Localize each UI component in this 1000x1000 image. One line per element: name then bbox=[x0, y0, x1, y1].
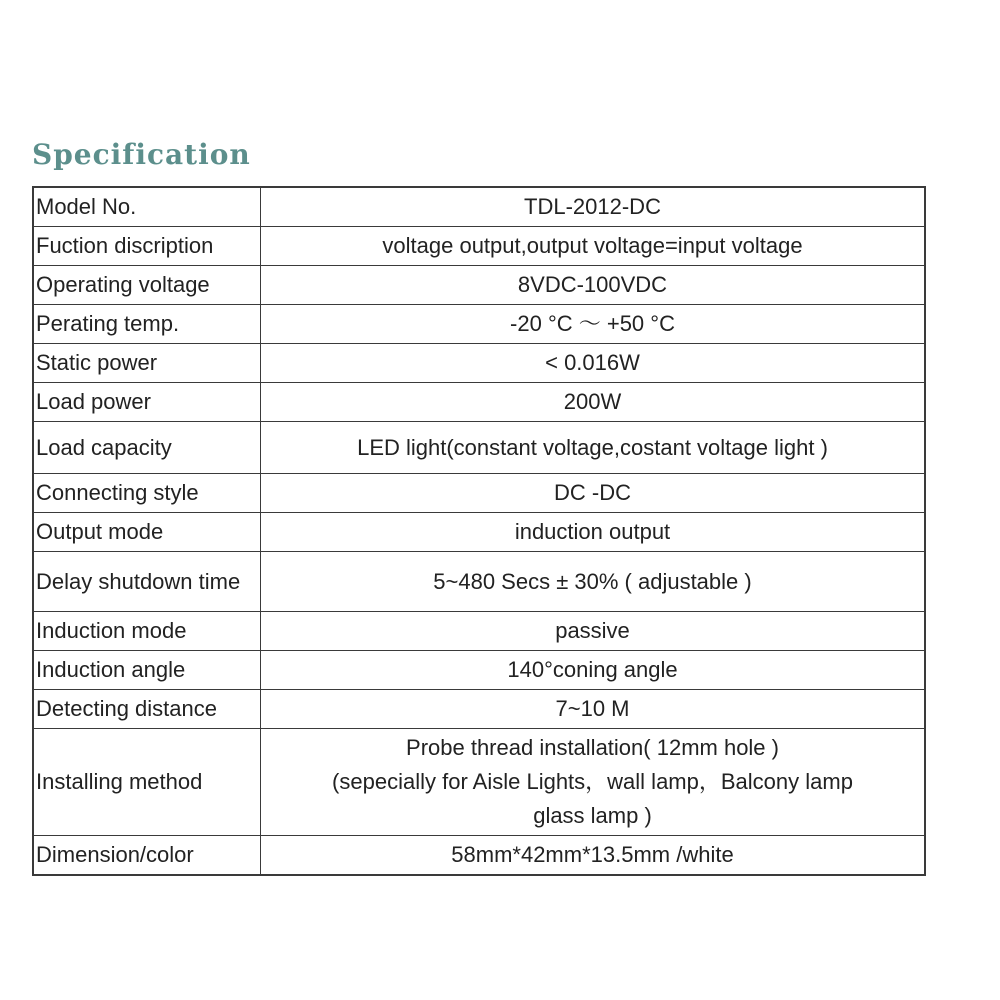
spec-value bbox=[261, 690, 926, 729]
spec-value-line: LED light(constant voltage,costant voltage light ) bbox=[357, 434, 828, 460]
spec-value bbox=[261, 474, 926, 513]
spec-label: Static power bbox=[33, 344, 261, 383]
spec-value-line: glass lamp ) bbox=[533, 803, 652, 828]
spec-label: Model No. bbox=[33, 187, 261, 227]
table-row bbox=[33, 513, 925, 552]
spec-value bbox=[261, 383, 926, 422]
spec-value-line: 140°coning angle bbox=[507, 657, 678, 682]
spec-value bbox=[261, 552, 926, 612]
table-row bbox=[33, 651, 925, 690]
spec-value bbox=[261, 227, 926, 266]
spec-value-line: 5~480 Secs ± 30% ( adjustable ) bbox=[433, 568, 752, 594]
spec-value-line: -20 °C ～ +50 °C bbox=[510, 311, 675, 336]
spec-label: Connecting style bbox=[33, 474, 261, 513]
spec-value-line: 200W bbox=[563, 389, 622, 414]
spec-label: Dimension/color bbox=[33, 836, 261, 876]
spec-value-line: TDL-2012-DC bbox=[524, 194, 661, 219]
spec-value-line: voltage output,output voltage=input voltage bbox=[382, 233, 803, 258]
spec-value bbox=[261, 344, 926, 383]
table-row bbox=[33, 305, 925, 344]
spec-label: Induction mode bbox=[33, 612, 261, 651]
spec-value bbox=[261, 729, 926, 836]
spec-value-line: passive bbox=[555, 618, 630, 643]
table-row bbox=[33, 612, 925, 651]
table-row bbox=[33, 187, 925, 227]
spec-value-line: (sepecially for Aisle Lights，wall lamp，Balcony lamp bbox=[332, 769, 853, 794]
spec-value bbox=[261, 187, 926, 227]
spec-value-line: 7~10 M bbox=[555, 696, 630, 721]
specification-table bbox=[32, 186, 926, 876]
spec-label: Detecting distance bbox=[33, 690, 261, 729]
table-row bbox=[33, 836, 925, 876]
page-title: Specification bbox=[32, 138, 251, 171]
table-row bbox=[33, 474, 925, 513]
spec-label: Induction angle bbox=[33, 651, 261, 690]
spec-value bbox=[261, 513, 926, 552]
spec-label: Delay shutdown time bbox=[33, 552, 261, 612]
spec-value bbox=[261, 422, 926, 474]
spec-value-line: 8VDC-100VDC bbox=[517, 272, 668, 297]
spec-value bbox=[261, 305, 926, 344]
spec-value bbox=[261, 836, 926, 876]
table-row bbox=[33, 383, 925, 422]
spec-label: Fuction discription bbox=[33, 227, 261, 266]
table-row bbox=[33, 552, 925, 612]
spec-label: Perating temp. bbox=[33, 305, 261, 344]
spec-value-line: Probe thread installation( 12mm hole ) bbox=[406, 735, 779, 760]
spec-value-line: 58mm*42mm*13.5mm /white bbox=[451, 842, 734, 867]
spec-value-line: < 0.016W bbox=[545, 350, 640, 375]
spec-value bbox=[261, 651, 926, 690]
table-row bbox=[33, 729, 925, 836]
table-row bbox=[33, 227, 925, 266]
table-row bbox=[33, 266, 925, 305]
spec-label: Installing method bbox=[33, 729, 261, 836]
spec-value bbox=[261, 612, 926, 651]
spec-label: Operating voltage bbox=[33, 266, 261, 305]
table-row bbox=[33, 344, 925, 383]
spec-label: Load capacity bbox=[33, 422, 261, 474]
spec-value-line: induction output bbox=[514, 519, 671, 544]
spec-value-line: DC -DC bbox=[554, 480, 631, 505]
table-row bbox=[33, 690, 925, 729]
table-row bbox=[33, 422, 925, 474]
spec-label: Output mode bbox=[33, 513, 261, 552]
spec-label: Load power bbox=[33, 383, 261, 422]
spec-value bbox=[261, 266, 926, 305]
